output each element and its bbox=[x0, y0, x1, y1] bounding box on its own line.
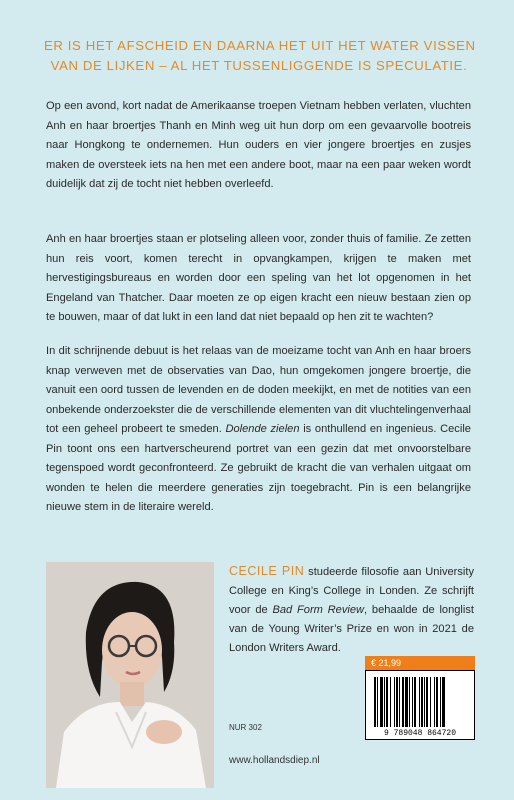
barcode-bar bbox=[424, 677, 425, 727]
isbn-number: 9 789048 864720 bbox=[383, 729, 456, 738]
barcode-bar bbox=[374, 677, 376, 727]
blurb-paragraph-2: Anh en haar broertjes staan er plotseling alleen voor, zonder thuis of familie. Ze zetten hun reis voort, komen terecht in opvangkampen, krijgen te maken met hervestigingsbureaus en worden door een speling van het lot opgenomen in het Engeland van Thatcher. Daar moeten ze op eigen kracht een nieuw bestaan zien op te bouwen, maar of dat lukt in een land dat niet bepaald op hen zit te wachten? bbox=[46, 233, 471, 323]
blurb-paragraph-3-part-2: is onthullend en ingenieus. Cecile Pin toont ons een hartverscheurend portret van een gezin dat met onvoorstelbare tegenspoed wordt geconfronteerd. Ze gebruikt de kracht die van verhalen uitgaat om wonden te helen die meerdere generaties zijn toegebracht. Pin is een belangrijke nieuwe stem in de literaire wereld. bbox=[46, 423, 471, 513]
blurb-paragraph-3-part-1: In dit schrijnende debuut is het relaas van de moeizame tocht van Anh en haar broers knap verweven met de observaties van Dao, hun omgekomen jongere broertje, die vanuit een oord tussen de levenden en de doden meekijkt, en met de notities van een onbekende onderzoekster die de verschillende elementen van dit vluchtelingenverhaal tot een geheel probeert te smeden. bbox=[46, 345, 471, 435]
author-photo bbox=[46, 562, 214, 788]
author-portrait-illustration bbox=[46, 562, 214, 788]
tagline-line-1: ER IS HET AFSCHEID EN DAARNA HET UIT HET WATER VISSEN bbox=[44, 38, 476, 53]
barcode-bar bbox=[377, 677, 378, 727]
barcode-bar bbox=[421, 677, 423, 727]
barcode-bar bbox=[390, 677, 391, 727]
publisher-website: www.hollandsdiep.nl bbox=[229, 755, 320, 766]
barcode-bar bbox=[386, 677, 388, 727]
barcode-bar bbox=[434, 677, 435, 727]
tagline-line-2: VAN DE LIJKEN – AL HET TUSSENLIGGENDE IS SPECULATIE. bbox=[50, 58, 468, 73]
barcode-bar bbox=[412, 677, 413, 727]
barcode-bar bbox=[426, 677, 428, 727]
book-title-italic: Dolende zielen bbox=[225, 423, 300, 435]
barcode-bar bbox=[396, 677, 398, 727]
barcode-bar bbox=[409, 677, 410, 727]
barcode-bar bbox=[440, 677, 441, 727]
barcode-bar bbox=[436, 677, 438, 727]
author-name: CECILE PIN bbox=[229, 564, 305, 578]
barcode-bar bbox=[405, 677, 408, 727]
barcode-bar bbox=[399, 677, 400, 727]
barcode-bar bbox=[402, 677, 404, 727]
author-bio-text-1: studeerde filosofie aan University College en King’s College in Londen. Ze schrijft voor de bbox=[229, 566, 474, 616]
author-bio-text-2: , behaalde de longlist van de Young Writer’s Prize en won in 2021 de London Writers Award. bbox=[229, 604, 474, 654]
blurb-paragraph-1: Op een avond, kort nadat de Amerikaanse troepen Vietnam hebben verlaten, vluchten Anh en haar broertjes Thanh en Minh weg uit hun dorp om een gevaarvolle bootreis naar Hongkong te ondernemen. Hun ouders en vier jongere broertjes en zusjes maken de oversteek iets na hen met een andere boot, maar na een paar weken wordt duidelijk dat zij de tocht niet hebben overleefd. bbox=[46, 100, 471, 190]
barcode-bar bbox=[430, 677, 431, 727]
barcode-bar bbox=[442, 677, 445, 727]
barcode-bar bbox=[414, 677, 416, 727]
nur-code: NUR 302 bbox=[229, 723, 262, 732]
blurb-paragraph-3 bbox=[46, 342, 471, 518]
barcode-bar bbox=[384, 677, 385, 727]
magazine-title: Bad Form Review bbox=[272, 604, 365, 616]
author-bio bbox=[229, 562, 474, 658]
barcode-bars bbox=[366, 673, 474, 729]
isbn-barcode bbox=[365, 670, 475, 740]
barcode-bar bbox=[380, 677, 383, 727]
price-tag: € 21,99 bbox=[365, 656, 475, 670]
tagline bbox=[44, 36, 474, 76]
barcode-bar bbox=[419, 677, 420, 727]
barcode-bar bbox=[394, 677, 395, 727]
